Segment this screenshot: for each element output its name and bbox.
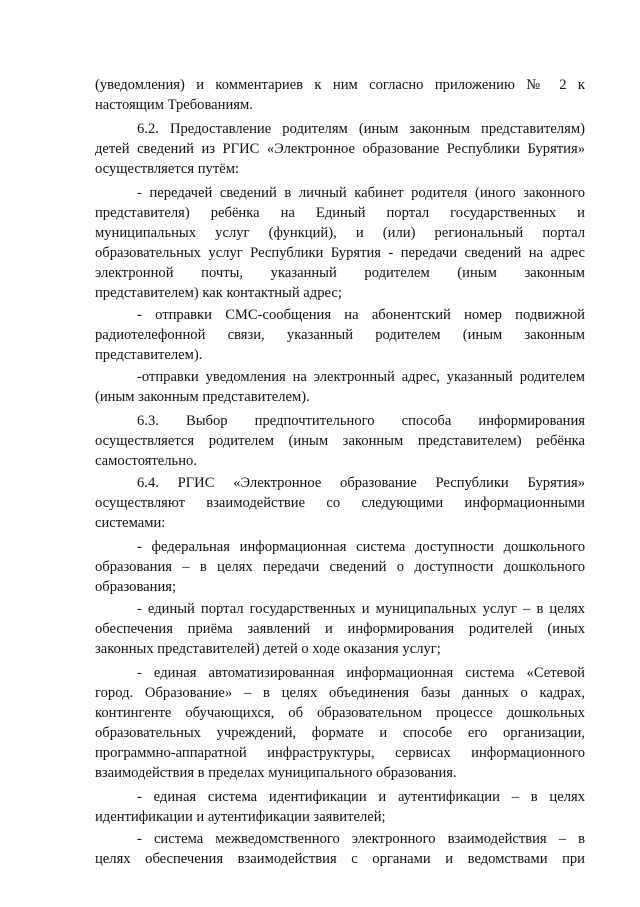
text-line: детей сведений из РГИС «Электронное образование Республики Бурятия» — [95, 141, 585, 157]
paragraph-6-3-line: 6.3. Выбор предпочтительного способа информирования — [137, 413, 585, 429]
text-line: взаимодействия в пределах муниципального образования. — [95, 765, 457, 781]
text-line: радиотелефонной связи, указанный родителем (иным законным — [95, 327, 585, 343]
paragraph-6-2-line: 6.2. Предоставление родителям (иным законным представителям) — [137, 121, 585, 137]
text-line: муниципальных услуг (функций), и (или) региональный портал — [95, 225, 585, 241]
list-item-line: - единая система идентификации и аутентификации – в целях — [137, 789, 585, 805]
text-line: обеспечения приёма заявлений и информирования родителей (иных — [95, 621, 585, 637]
text-line: самостоятельно. — [95, 453, 197, 469]
text-line: осуществляется родителем (иным законным представителем) ребёнка — [95, 433, 585, 449]
text-line: идентификации и аутентификации заявителей; — [95, 809, 386, 825]
text-line: контингенте обучающихся, об образовательном процессе дошкольных — [95, 705, 585, 721]
text-line: настоящим Требованиям. — [95, 97, 253, 113]
list-item-line: - передачей сведений в личный кабинет родителя (иного законного — [137, 185, 585, 201]
text-line: (уведомления) и комментариев к ним согласно приложению № 2 к — [95, 77, 585, 93]
text-line: целях обеспечения взаимодействия с органами и ведомствами при — [95, 851, 585, 867]
text-line: системами: — [95, 515, 166, 531]
paragraph-6-4-line: 6.4. РГИС «Электронное образование Республики Бурятия» — [137, 475, 585, 491]
text-line: представителем) как контактный адрес; — [95, 285, 342, 301]
list-item-line: - отправки СМС-сообщения на абонентский номер подвижной — [137, 307, 585, 323]
list-item-line: - федеральная информационная система доступности дошкольного — [137, 539, 585, 555]
text-line: образовательных учреждений, формате и способе его организации, — [95, 725, 585, 741]
text-line: образовательных услуг Республики Бурятия - передачи сведений на адрес — [95, 245, 585, 261]
text-line: осуществляется путём: — [95, 161, 239, 177]
text-line: осуществляют взаимодействие со следующими информационными — [95, 495, 585, 511]
text-line: образования; — [95, 579, 177, 595]
list-item-line: - единая автоматизированная информационная система «Сетевой — [137, 665, 585, 681]
text-line: представителя) ребёнка на Единый портал государственных и — [95, 205, 585, 221]
text-line: образования – в целях передачи сведений о доступности дошкольного — [95, 559, 585, 575]
list-item-line: - единый портал государственных и муниципальных услуг – в целях — [137, 601, 585, 617]
text-line: город. Образование» – в целях объединения базы данных о кадрах, — [95, 685, 585, 701]
text-line: программно-аппаратной инфраструктуры, сервисах информационного — [95, 745, 585, 761]
list-item-line: - система межведомственного электронного взаимодействия – в — [137, 831, 585, 847]
text-line: представителем). — [95, 347, 203, 363]
text-line: (иным законным представителем). — [95, 389, 310, 405]
text-line: законных представителей) детей о ходе оказания услуг; — [95, 641, 441, 657]
text-line: электронной почты, указанный родителем (иным законным — [95, 265, 585, 281]
list-item-line: -отправки уведомления на электронный адрес, указанный родителем — [137, 369, 585, 385]
